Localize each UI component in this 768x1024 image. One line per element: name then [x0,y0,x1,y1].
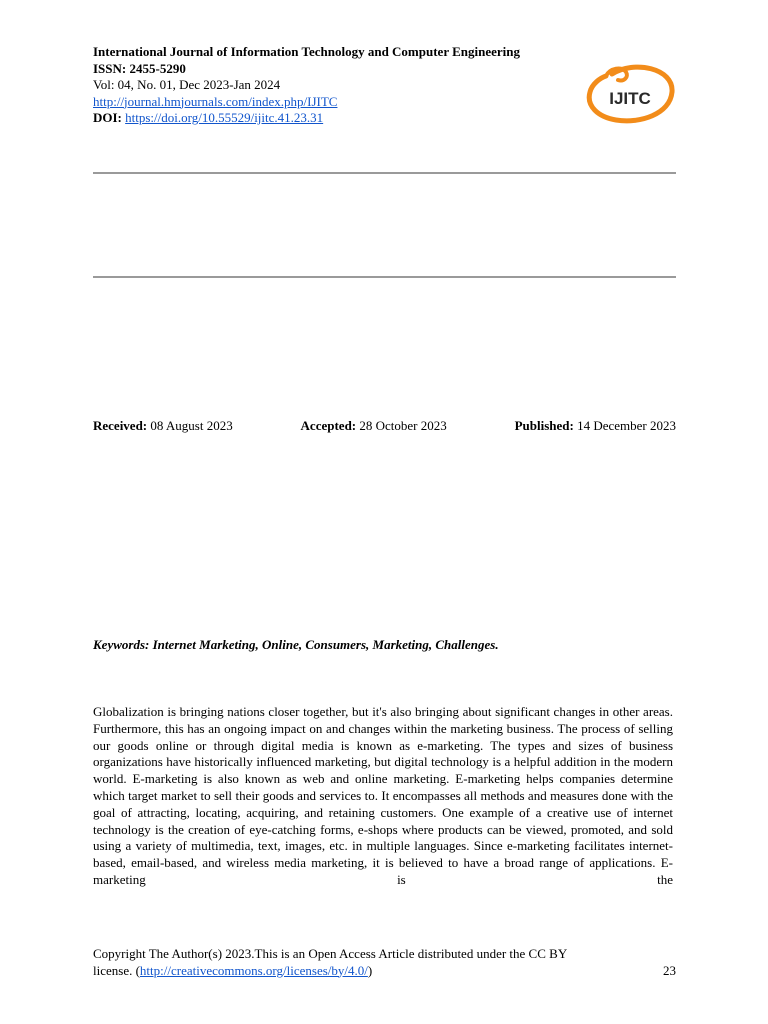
journal-title: International Journal of Information Technology and Computer Engineering [93,44,521,59]
accepted-date: Accepted: 28 October 2023 [300,418,447,433]
license-line: license. (http://creativecommons.org/licenses/by/4.0/) [93,962,373,978]
published-date: Published: 14 December 2023 [514,418,676,433]
page-number: 23 [663,962,676,978]
copyright-line: Copyright The Author(s) 2023.This is an Open Access Article distributed under the CC BY [93,946,568,961]
ijitc-swirl-logo-icon [582,62,678,126]
abstract-text: Globalization is bringing nations closer together, but it's also bringing about significant changes in other areas. Furthermore, this has an ongoing impact on and changes within the marketing business. The process of selling our goods online or through digital media is known as e-marketing. The types and sizes of business organizations have historically influenced marketing, but digital technology is a helpful addition in the modern world. E-marketing is also known as web and online marketing. E-marketing helps companies determine which target market to sell their goods and services to. It encompasses all methods and measures done with the goal of attracting, locating, acquiring, and retaining customers. One example of a creative use of internet technology is the creation of eye-catching forms, e-shops where products can be viewed, promoted, and sold using a variety of multimedia, text, images, etc. in multiple languages. Since e-marketing facilitates internet-based, email-based, and wireless media marketing, it is believed to have a broad range of applications. E-marketing is the [93,704,673,887]
volume-info: Vol: 04, No. 01, Dec 2023-Jan 2024 [93,77,281,92]
doi-link[interactable]: https://doi.org/10.55529/ijitc.41.23.31 [125,110,324,125]
doi-label: DOI: [93,110,122,125]
header-divider-top [93,172,676,174]
article-dates [93,418,676,434]
issn: ISSN: 2455-5290 [93,60,186,76]
license-link[interactable]: http://creativecommons.org/licenses/by/4.0/ [139,962,368,978]
keywords: Keywords: Internet Marketing, Online, Consumers, Marketing, Challenges. [93,637,499,652]
journal-header [93,44,593,127]
copyright-footer [93,946,676,979]
logo-text: IJITC [609,89,651,108]
header-divider-bottom [93,276,676,278]
doi-line [93,110,593,127]
received-date: Received: 08 August 2023 [93,418,233,433]
journal-link[interactable]: http://journal.hmjournals.com/index.php/IJITC [93,93,338,109]
logo-svg [582,62,678,126]
